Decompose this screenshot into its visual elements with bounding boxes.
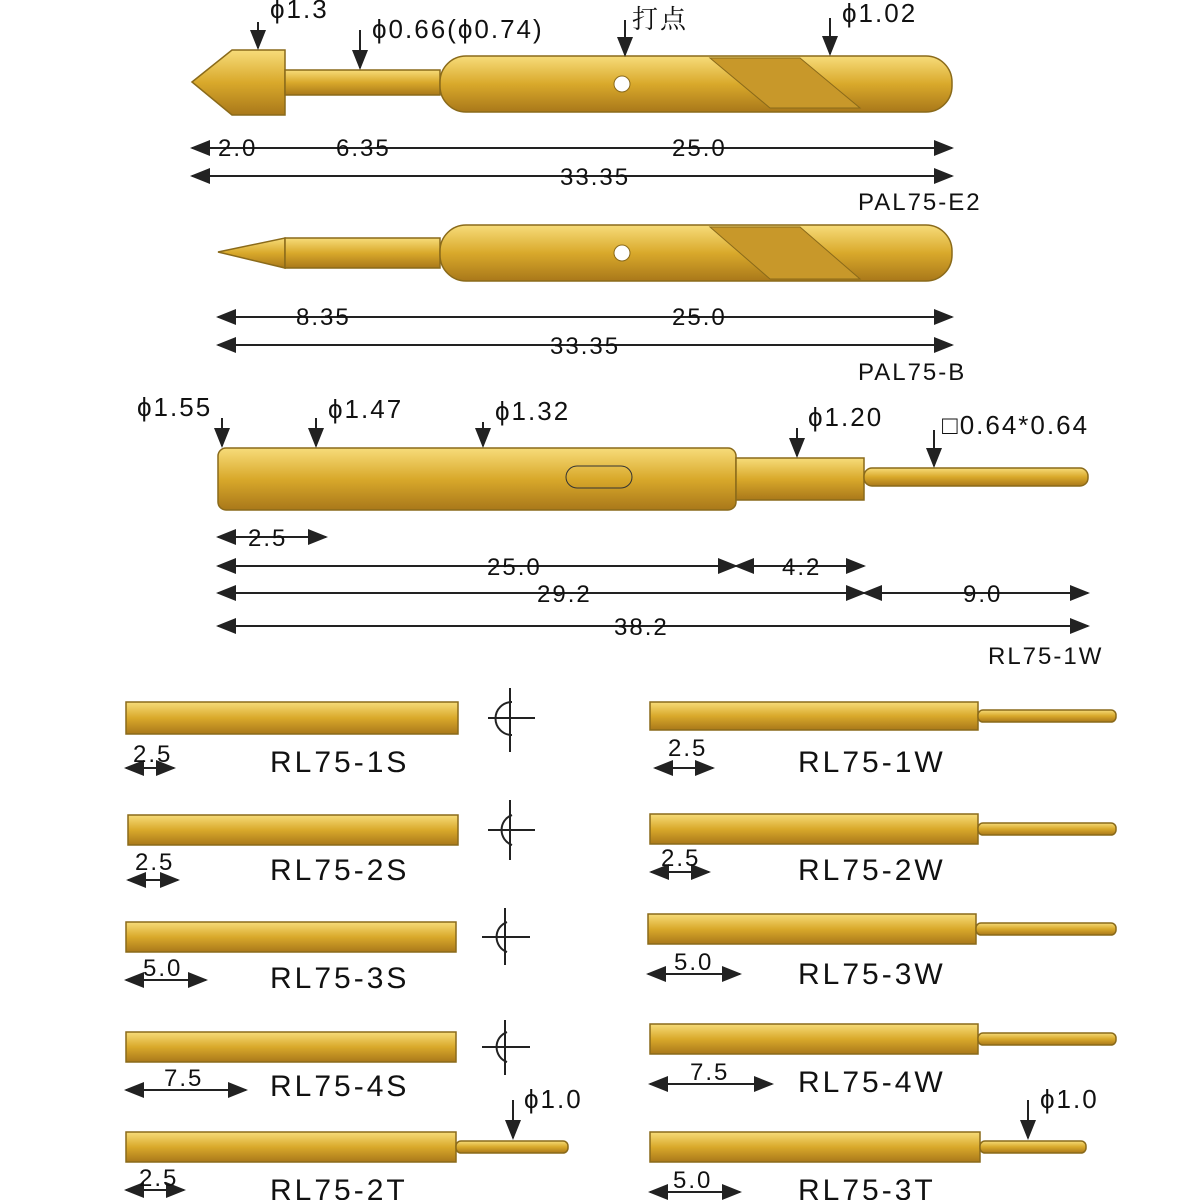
right-column (648, 702, 1116, 1200)
dot-label: 打点 (632, 4, 689, 34)
left-column (126, 688, 583, 1200)
name: RL75-1W (798, 746, 946, 779)
dim-total: 33.35 (550, 333, 621, 360)
name: RL75-4S (270, 1070, 410, 1103)
phi-tip: ϕ1.3 (270, 0, 329, 24)
pal75-b (218, 225, 966, 386)
pal75-e2 (192, 0, 982, 216)
phi-barrel: ϕ1.02 (842, 0, 918, 28)
dim: 5.0 (673, 1167, 713, 1194)
phi-2: ϕ1.47 (328, 394, 404, 424)
dim: 5.0 (674, 949, 714, 976)
model-name: PAL75-B (858, 359, 967, 386)
dim: 7.5 (690, 1059, 730, 1086)
dim-2: 25.0 (487, 554, 542, 581)
dim: 2.5 (139, 1165, 179, 1192)
dim-2: 2.0 (218, 135, 258, 162)
model-name: PAL75-E2 (858, 189, 982, 216)
name: RL75-3S (270, 962, 410, 995)
phi-plunger: ϕ0.66(ϕ0.74) (372, 14, 544, 44)
dim-6: 6.35 (336, 135, 391, 162)
dim: 5.0 (143, 955, 183, 982)
dim-total: 33.35 (560, 164, 631, 191)
name: RL75-4W (798, 1066, 946, 1099)
name: RL75-2W (798, 854, 946, 887)
phi-1: ϕ1.55 (137, 392, 213, 422)
dim-3: 4.2 (782, 554, 822, 581)
phi-4: ϕ1.20 (808, 402, 884, 432)
dim-1: 2.5 (248, 525, 288, 552)
dim: 2.5 (661, 845, 701, 872)
rl75-1w-main (137, 392, 1103, 670)
name: RL75-1S (270, 746, 410, 779)
dim: 7.5 (164, 1065, 204, 1092)
dim: 2.5 (135, 849, 175, 876)
dim-25: 25.0 (672, 304, 727, 331)
phi-t: ϕ1.0 (524, 1084, 583, 1114)
name: RL75-3W (798, 958, 946, 991)
square-size: □0.64*0.64 (942, 410, 1090, 440)
dim-6: 38.2 (614, 614, 669, 641)
dim: 2.5 (133, 741, 173, 768)
dim-25: 25.0 (672, 135, 727, 162)
name: RL75-3T (798, 1174, 936, 1200)
model-name: RL75-1W (988, 643, 1104, 670)
dim-8: 8.35 (296, 304, 351, 331)
name: RL75-2S (270, 854, 410, 887)
phi-t: ϕ1.0 (1040, 1084, 1099, 1114)
dim-5: 9.0 (963, 581, 1003, 608)
name: RL75-2T (270, 1174, 408, 1200)
dim-4: 29.2 (537, 581, 592, 608)
dim: 2.5 (668, 735, 708, 762)
phi-3: ϕ1.32 (495, 396, 571, 426)
